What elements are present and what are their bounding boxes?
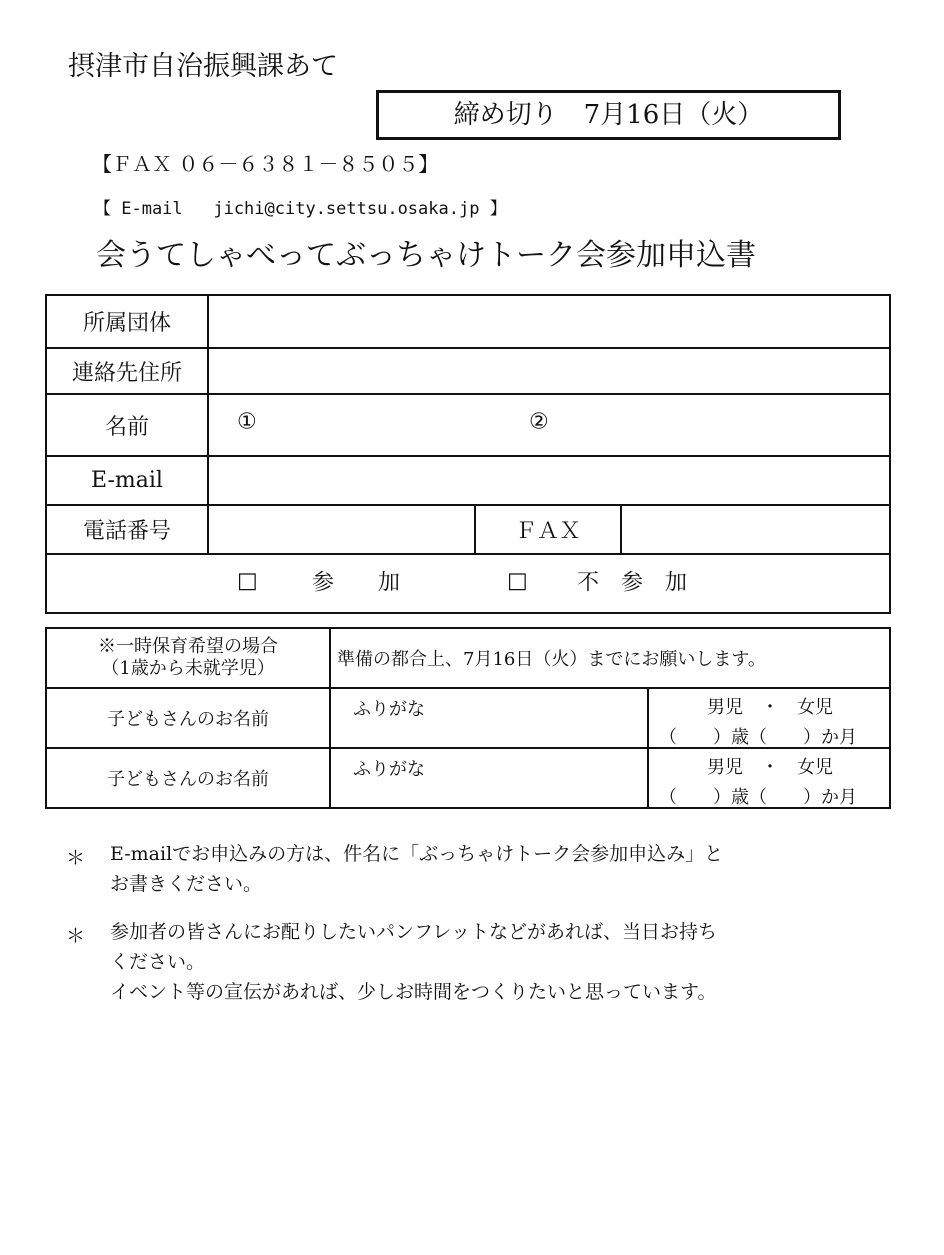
phone-label: 電話番号 — [46, 505, 208, 554]
email-address: 【 E-mail jichi@city.settsu.osaka.jp 】 — [94, 199, 507, 219]
name-mark-2: ② — [529, 409, 549, 435]
affiliation-field[interactable] — [208, 295, 890, 348]
furigana-label: ふりがな — [353, 699, 425, 720]
address-field[interactable] — [208, 348, 890, 394]
childcare-table — [45, 627, 891, 809]
child-name-label: 子どもさんのお名前 — [46, 688, 330, 748]
child-age: （ ）歳（ ）か月 — [659, 727, 857, 748]
attendance-row — [46, 554, 890, 613]
note-bullet: ＊ — [66, 847, 86, 869]
child-sex-age-field[interactable] — [648, 688, 890, 748]
phone-field[interactable] — [208, 505, 475, 554]
childcare-note-line1: ※一時保育希望の場合 — [98, 636, 278, 658]
child-age: （ ）歳（ ）か月 — [659, 787, 857, 808]
child-name-field[interactable] — [330, 688, 648, 748]
fax-field[interactable] — [621, 505, 890, 554]
child-name-label: 子どもさんのお名前 — [46, 748, 330, 808]
absent-checkbox[interactable]: □ — [507, 568, 528, 593]
child-sex-options: 男児 ・ 女児 — [707, 757, 833, 778]
absent-label: 不 参 加 — [577, 570, 688, 595]
child-sex-age-field[interactable] — [648, 748, 890, 808]
fax-number: 【ＦＡＸ ０６－６３８１－８５０５】 — [92, 152, 439, 176]
name-field[interactable] — [208, 394, 890, 456]
child-name-field[interactable] — [330, 748, 648, 808]
recipient-heading: 摂津市自治振興課あて — [68, 51, 338, 82]
page-title: 会うてしゃべってぶっちゃけトーク会参加申込書 — [96, 238, 756, 273]
affiliation-label: 所属団体 — [46, 295, 208, 348]
note-email-subject: E-mailでお申込みの方は、件名に「ぶっちゃけトーク会参加申込み」と お書きください。 — [110, 843, 724, 895]
name-label: 名前 — [46, 394, 208, 456]
deadline-box: 締め切り 7月16日（火） — [376, 90, 841, 140]
childcare-instruction: 準備の都合上、7月16日（火）までにお願いします。 — [330, 628, 890, 688]
name-mark-1: ① — [237, 409, 257, 435]
childcare-note-line2: （1歳から未就学児） — [101, 658, 275, 679]
note-bullet: ＊ — [66, 925, 86, 947]
application-form-table — [45, 294, 891, 614]
fax-label: ＦＡＸ — [475, 505, 621, 554]
email-label: E-mail — [46, 456, 208, 505]
attend-checkbox[interactable]: □ — [237, 568, 258, 593]
note-pamphlet: 参加者の皆さんにお配りしたいパンフレットなどがあれば、当日お持ち ください。 イベント等の宣伝があれば、少しお時間をつくりたいと思っています。 — [110, 921, 718, 1003]
attend-label: 参 加 — [312, 570, 401, 595]
child-sex-options: 男児 ・ 女児 — [707, 697, 833, 718]
address-label: 連絡先住所 — [46, 348, 208, 394]
furigana-label: ふりがな — [353, 759, 425, 780]
email-field[interactable] — [208, 456, 890, 505]
childcare-note — [46, 628, 330, 688]
